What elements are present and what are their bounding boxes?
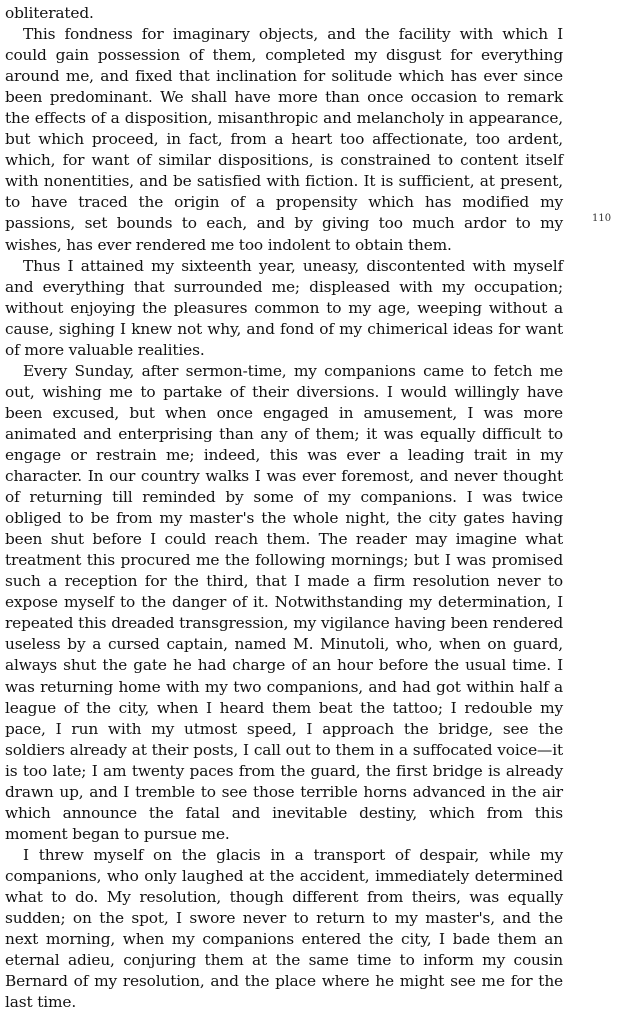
page-number: 110 [592,213,612,224]
paragraph-continued: obliterated. [5,4,94,22]
paragraph: Thus I attained my sixteenth year, uneasy, discontented with myself and everything that surrounded me; displeased with my occupation; without enjoying the pleasures common to my age, weeping without a cause, sighing I knew not why, and fond of my chimerical ideas for want of more valuable realities. [5,256,563,359]
page-body [5,3,563,1013]
paragraph: This fondness for imaginary objects, and the facility with which I could gain possession of them, completed my disgust for everything around me, and fixed that inclination for solitude which has ever since been predominant. We shall have more than once occasion to remark the effects of a disposition, misanthropic and melancholy in appearance, but which proceed, in fact, from a heart too affectionate, too ardent, which, for want of similar dispositions, is constrained to content itself with nonentities, and be satisfied with fiction. It is sufficient, at present, to have traced the origin of a propensity which has modified my passions, set bounds to each, and by giving too much ardor to my wishes, has ever rendered me too indolent to obtain them. [5,25,563,254]
paragraph: Every Sunday, after sermon-time, my companions came to fetch me out, wishing me to partake of their diversions. I would willingly have been excused, but when once engaged in amusement, I was more animated and enterprising than any of them; it was equally difficult to engage or restrain me; indeed, this was ever a leading trait in my character. In our country walks I was ever foremost, and never thought of returning till reminded by some of my companions. I was twice obliged to be from my master's the whole night, the city gates having been shut before I could reach them. The reader may imagine what treatment this procured me the following mornings; but I was promised such a reception for the third, that I made a firm resolution never to expose myself to the danger of it. Notwithstanding my determination, I repeated this dreaded transgression, my vigilance having been rendered useless by a cursed captain, named M. Minutoli, who, when on guard, always shut the gate he had charge of an hour before the usual time. I was returning home with my two companions, and had got within half a league of the city, when I heard them beat the tattoo; I redouble my pace, I run with my utmost speed, I approach the bridge, see the soldiers already at their posts, I call out to them in a suffocated voice—it is too late; I am twenty paces from the guard, the first bridge is already drawn up, and I tremble to see those terrible horns advanced in the air which announce the fatal and inevitable destiny, which from this moment began to pursue me. [5,361,563,843]
paragraph: I threw myself on the glacis in a transport of despair, while my companions, who only laughed at the accident, immediately determined what to do. My resolution, though different from theirs, was equally sudden; on the spot, I swore never to return to my master's, and the next morning, when my companions entered the city, I bade them an eternal adieu, conjuring them at the same time to inform my cousin Bernard of my resolution, and the place where he might see me for the last time. [5,845,563,1012]
